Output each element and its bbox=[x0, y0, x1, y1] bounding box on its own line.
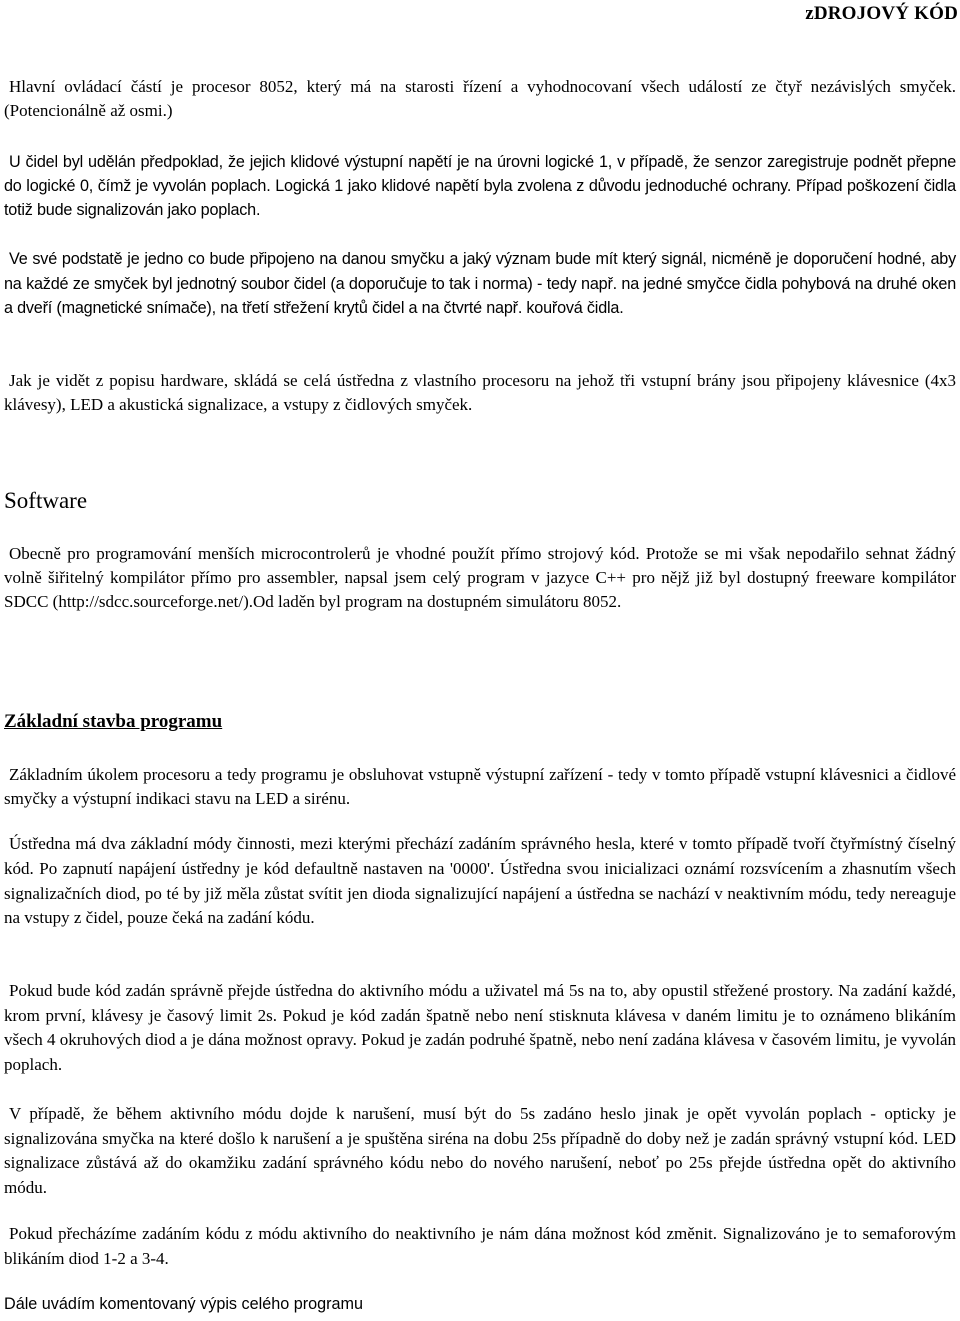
structure-paragraph-1: Základním úkolem procesoru a tedy programu je obsluhovat vstupně výstupní zařízení - tedy v tomto případě vstupní klávesnici a čidlové smyčky a výstupní indikaci stavu na LED a sirénu. bbox=[4, 765, 956, 808]
intro-paragraph-3: Ve své podstatě je jedno co bude připojeno na danou smyčku a jaký význam bude mít který signál, nicméně je doporučení hodné, aby na každé ze smyček byl jednotný soubor čidel (a doporučuje to tak i norma) - tedy např. na jedné smyčce čidla pohybová na druhé oken a dveří (magnetické snímače), na třetí střežení krytů čidel a na čtvrté např. kouřová čidla. bbox=[4, 250, 956, 317]
intro-paragraph-4: Jak je vidět z popisu hardware, skládá se celá ústředna z vlastního procesoru na jehož tři vstupní brány jsou připojeny klávesnice (4x3 klávesy), LED a akustická signalizace, a vstupy z čidlových smyček. bbox=[4, 371, 956, 414]
intro-paragraph-1: Hlavní ovládací částí je procesor 8052, který má na starosti řízení a vyhodnocovaní všech událostí ze čtyř nezávislých smyček. (Potencionálně až osmi.) bbox=[4, 77, 956, 120]
structure-paragraph-3: Pokud bude kód zadán správně přejde ústředna do aktivního módu a uživatel má 5s na to, aby opustil střežené prostory. Na zadání každé, krom první, klávesy je časový limit 2s. Pokud je kód zadán špatně nebo není stisknuta klávesa v daném limitu je to oznámeno blikáním všech 4 okruhových diod a je dána možnost opravy. Pokud je zadán podruhé špatně, nebo není zadána klávesa v časovém limitu, je vyvolán poplach. bbox=[4, 981, 956, 1074]
structure-paragraph-2: Ústředna má dva základní módy činnosti, mezi kterými přechází zadáním správného hesla, které v tomto případě tvoří čtyřmístný číselný kód. Po zapnutí napájení ústředny je kód defaultně nastaven na '0000'. Ústředna svou inicializaci oznámí rozsvícením a zhasnutím všech signalizačních diod, po té by již měla zůstat svítit jen dioda signalizující napájení a ústředna se nachází v neaktivním módu, tedy nereaguje na vstupy z čidel, pouze čeká na zadání kódu. bbox=[4, 834, 956, 928]
software-paragraph: Obecně pro programování menších microcontrolerů je vhodné použít přímo strojový kód. Protože se mi však nepodařilo sehnat žádný volně šiřitelný kompilátor přímo pro assembler, napsal jsem celý program v jazyce C++ pro nějž již byl dostupný freeware kompilátor SDCC (http://sdcc.sourceforge.net/).Od laděn byl program na dostupném simulátoru 8052. bbox=[4, 544, 956, 611]
document-title: zDROJOVÝ KÓD bbox=[805, 3, 958, 24]
structure-paragraph-4: V případě, že během aktivního módu dojde k narušení, musí být do 5s zadáno heslo jinak je opět vyvolán poplach - opticky je signalizována smyčka na které došlo k narušení a je spuštěna siréna na dobu 25s případně do doby než je zadán správný vstupní kód. LED signalizace zůstává až do okamžiku zadání správného kódu nebo do nového narušení, neboť po 25s přejde ústředna opět do aktivního módu. bbox=[4, 1104, 956, 1197]
structure-heading: Základní stavba programu bbox=[4, 711, 223, 732]
intro-paragraph-2: U čidel byl udělán předpoklad, že jejich klidové výstupní napětí je na úrovni logické 1, v případě, že senzor zaregistruje podnět přepne do logické 0, čímž je vyvolán poplach. Logická 1 jako klidové napětí byla zvolena z důvodu jednoduché ochrany. Případ poškození čidla totiž bude signalizován jako poplach. bbox=[4, 153, 956, 219]
closing-line: Dále uvádím komentovaný výpis celého programu bbox=[4, 1295, 364, 1313]
structure-paragraph-5: Pokud přecházíme zadáním kódu z módu aktivního do neaktivního je nám dána možnost kód změnit. Signalizováno je to semaforovým blikáním diod 1-2 a 3-4. bbox=[4, 1224, 956, 1268]
software-heading: Software bbox=[4, 488, 88, 513]
